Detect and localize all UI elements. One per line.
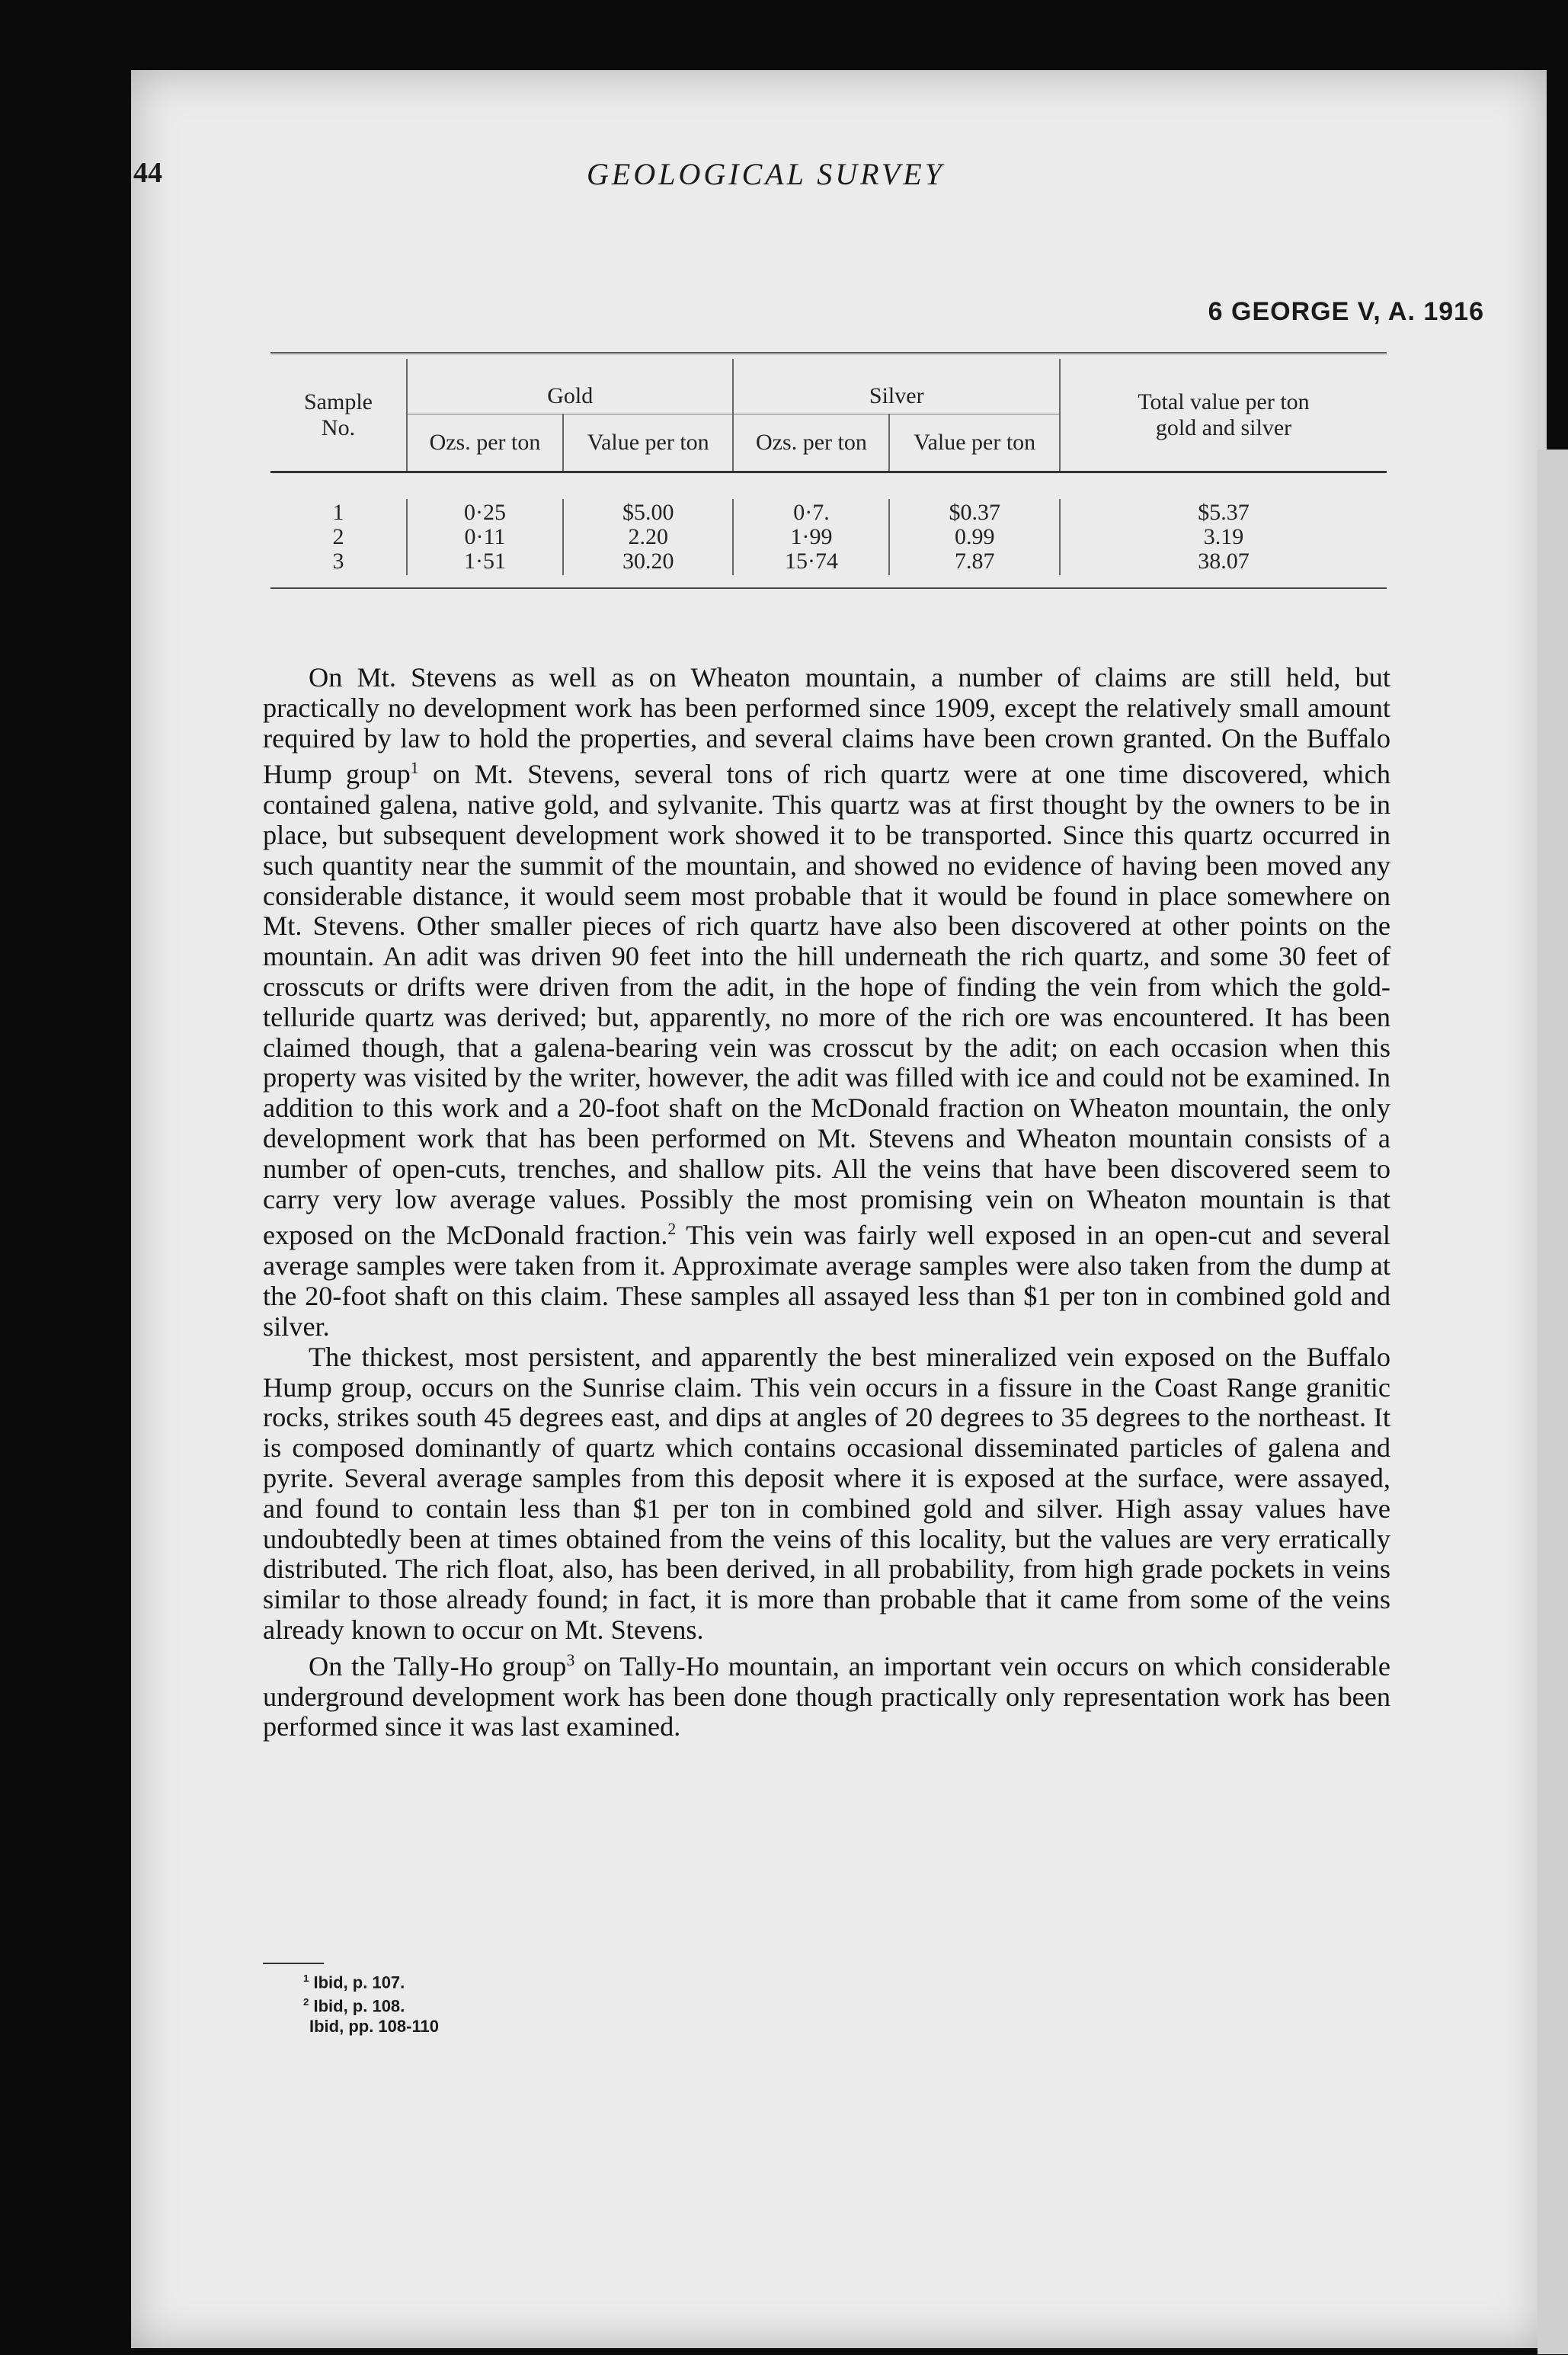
silver-ozs-header: Ozs. per ton: [733, 414, 889, 472]
p1-part-c: This vein was fairly well exposed in an open-cut and several average samples were taken from it. Approximate average samples were also taken from the dump at the 20-foot shaft on this claim. These samples all assayed less than $1 per ton in combined gold and silver.: [263, 1220, 1390, 1342]
gold-ozs-col: [407, 499, 563, 575]
sample-header: [270, 359, 407, 472]
silver-value-1: $0.37: [949, 500, 1000, 525]
silver-ozs-col: [733, 499, 889, 575]
silver-value-3: 7.87: [954, 549, 995, 574]
footnote-text-1: Ibid, p. 107.: [313, 1973, 405, 1992]
gold-ozs-1: 0·25: [463, 500, 506, 525]
gold-value-col: [563, 499, 734, 575]
paragraph-2: The thickest, most persistent, and apparently the best mineralized vein exposed on the Buffalo Hump group, occurs on the Sunrise claim. This vein occurs in a fissure in the Coast Range granitic rocks, strikes south 45 degrees east, and dips at angles of 20 degrees to 35 degrees to the northeast. It is composed dominantly of quartz which contains occasional disseminated particles of galena and pyrite. Several average samples from this deposit where it is exposed at the surface, were assayed, and found to contain less than $1 per ton in combined gold and silver. High assay values have undoubtedly been at times obtained from the veins of this locality, but the values are very erratically distributed. The rich float, also, has been derived, in all probability, from high grade pockets in veins similar to those already found; in fact, it is more than probable that it came from some of the veins already known to occur on Mt. Stevens.: [263, 1341, 1390, 1645]
footnote-mark-2: 2: [303, 1996, 309, 2008]
total-header-line2: gold and silver: [1155, 414, 1292, 440]
silver-value-col: [889, 499, 1060, 575]
total-header-line1: Total value per ton: [1138, 389, 1310, 414]
page-number: 44: [133, 157, 162, 189]
footnote-1: [303, 1969, 439, 1992]
running-title: GEOLOGICAL SURVEY: [587, 157, 945, 191]
footnotes: [303, 1969, 439, 2037]
footnote-text-2: Ibid, p. 108.: [313, 1996, 405, 2016]
silver-ozs-3: 15·74: [784, 549, 838, 574]
table-group-header-row: [270, 359, 1387, 414]
footnote-3: [303, 2017, 439, 2037]
silver-ozs-2: 1·99: [790, 524, 833, 549]
p3-part-a: On the Tally-Ho group: [309, 1650, 567, 1681]
sample-header-line2: No.: [321, 414, 356, 440]
assay-table: [270, 352, 1387, 589]
sample-col: [270, 499, 407, 575]
adjacent-page-edge: [1538, 450, 1568, 2354]
footnote-rule: [263, 1963, 324, 1964]
gold-ozs-2: 0·11: [464, 524, 506, 549]
total-1: $5.37: [1198, 500, 1250, 525]
total-col: [1060, 499, 1387, 575]
footnote-ref-2: 2: [667, 1220, 677, 1239]
total-header: [1060, 359, 1387, 472]
sample-3: 3: [332, 549, 344, 574]
silver-group-header: Silver: [733, 359, 1060, 414]
gold-value-1: $5.00: [622, 500, 674, 525]
total-3: 38.07: [1198, 549, 1250, 574]
total-2: 3.19: [1203, 524, 1244, 549]
sample-1: 1: [332, 500, 344, 525]
p1-part-a: On Mt. Stevens as well as on Wheaton mountain, a number of claims are still held, but practically no development work has been performed since 1909, except the relatively small amount required by law to hold the properties, and several claims have been crown granted. On the Buffalo Hump group: [263, 662, 1390, 790]
sample-header-line1: Sample: [304, 389, 373, 414]
silver-ozs-1: 0·7.: [793, 500, 830, 525]
gold-group-header: Gold: [407, 359, 733, 414]
p1-part-b: on Mt. Stevens, several tons of rich quartz were at one time discovered, which contained galena, native gold, and sylvanite. This quartz was at first thought by the owners to be in place, but subsequent development work showed it to be transported. Since this quartz occurred in such quantity near the summit of the mountain, and showed no evidence of having been moved any considerable distance, it would seem most probable that it would be found in place somewhere on Mt. Stevens. Other smaller pieces of rich quartz have also been discovered at other points on the mountain. An adit was driven 90 feet into the hill underneath the rich quartz, and some 30 feet of crosscuts or drifts were driven from the adit, in the hope of finding the vein from which the gold-telluride quartz was derived; but, apparently, no more of the rich ore was encountered. It has been claimed though, that a galena-bearing vein was crosscut by the adit; on each occasion when this property was visited by the writer, however, the adit was filled with ice and could not be examined. In addition to this work and a 20-foot shaft on the McDonald fraction on Wheaton mountain, the only development work that has been performed on Mt. Stevens and Wheaton mountain consists of a number of open-cuts, trenches, and shallow pits. All the veins that have been discovered seem to carry very low average values. Possibly the most promising vein on Wheaton mountain is that exposed on the McDonald fraction.: [263, 759, 1391, 1251]
footnote-ref-1: 1: [410, 759, 419, 778]
sample-2: 2: [332, 524, 344, 549]
footnote-mark-1: 1: [303, 1973, 309, 1984]
gold-value-2: 2.20: [628, 524, 668, 549]
silver-value-header: Value per ton: [889, 414, 1060, 472]
gold-value-3: 30.20: [622, 549, 674, 574]
body-text: [263, 663, 1390, 1742]
footnote-2: [303, 1992, 439, 2016]
session-label: 6 GEORGE V, A. 1916: [1208, 297, 1484, 326]
p3-part-b: on Tally-Ho mountain, an important vein occurs on which considerable underground development work has been done though practically only representation work has been performed since it was last examined.: [263, 1650, 1390, 1742]
silver-value-2: 0.99: [954, 524, 995, 549]
footnote-text-3: Ibid, pp. 108-110: [309, 2016, 439, 2036]
gold-ozs-3: 1·51: [463, 549, 506, 574]
table-data-row: [270, 499, 1387, 575]
paragraph-1: [263, 663, 1390, 1342]
footnote-ref-3: 3: [566, 1650, 575, 1669]
gold-ozs-header: Ozs. per ton: [407, 414, 563, 472]
gold-value-header: Value per ton: [563, 414, 734, 472]
page-header: [133, 156, 1398, 202]
paragraph-3: [263, 1646, 1390, 1742]
